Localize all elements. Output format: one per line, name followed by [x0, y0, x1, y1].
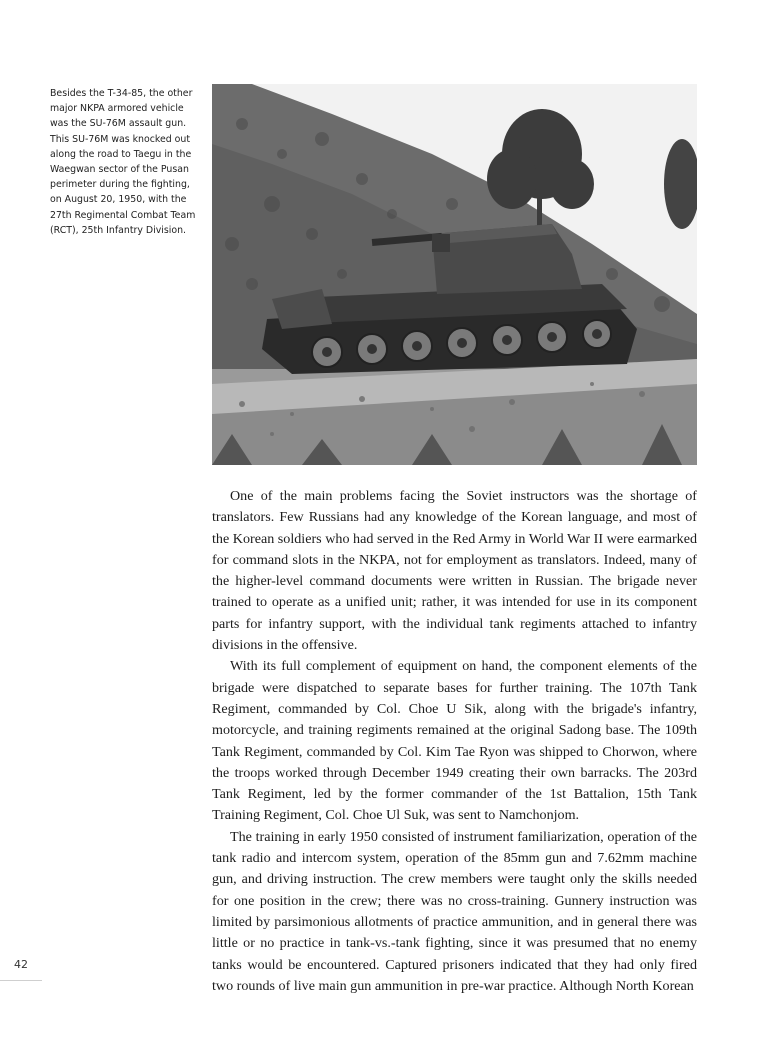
photo-caption: Besides the T-34-85, the other major NKPA armored vehicle was the SU-76M assault gun. This SU-76M was knocked out along the road to Taegu in the Waegwan sector of the Pusan perimeter during the fighting, on August 20, 1950, with the 27th Regimental Combat Team (RCT), 25th Infantry Division. [50, 88, 196, 236]
body-text [212, 486, 697, 997]
paragraph: One of the main problems facing the Soviet instructors was the shortage of translators. Few Russians had any knowledge of the Korean language, and most of the Korean soldiers who had served in the Red Army in World War II were earmarked for command slots in the NKPA, not for employment as translators. Indeed, many of the higher-level command documents were written in Russian. The brigade never trained to operate as a unified unit; rather, it was intended for use in its component parts for infantry support, with the individual tank regiments attached to infantry divisions in the offensive. [212, 488, 697, 654]
paragraph: With its full complement of equipment on hand, the component elements of the brigade were dispatched to separate bases for further training. The 107th Tank Regiment, commanded by Col. Choe U Sik, along with the brigade's infantry, motorcycle, and training regiments remained at the original Sadong base. The 109th Tank Regiment, commanded by Col. Kim Tae Ryon was shipped to Chorwon, where the troops worked through December 1949 creating their own barracks. The 203rd Tank Regiment, led by the former commander of the 1st Battalion, 15th Tank Training Regiment, Col. Choe Ul Suk, was sent to Namchonjom. [212, 658, 697, 824]
page-number-rule [0, 980, 42, 981]
paragraph: The training in early 1950 consisted of instrument familiarization, operation of the tank radio and intercom system, operation of the 85mm gun and 7.62mm machine gun, and driving instruction. The crew members were taught only the skills needed for one position in the crew; there was no cross-training. Gunnery instruction was limited by parsimonious allotments of practice ammunition, and in general there was little or no practice in tank-vs.-tank fighting, since it was presumed that no enemy tanks would be encountered. Captured prisoners indicated that they had only fired two rounds of live main gun ammunition in pre-war practice. Although North Korean [212, 828, 697, 994]
su-76m-photo [212, 84, 697, 465]
page-number: 42 [14, 958, 28, 971]
